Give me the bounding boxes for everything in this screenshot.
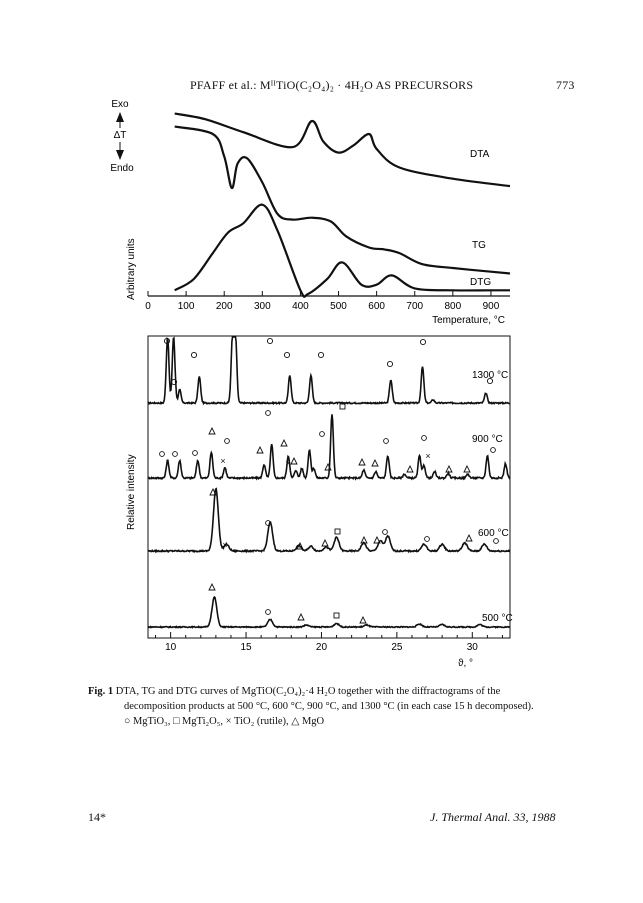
thermal-analysis-plot bbox=[110, 99, 510, 326]
phase-markers bbox=[160, 338, 499, 623]
temperature-tick-label: 900 bbox=[482, 301, 500, 312]
dta-curve-label: DTA bbox=[470, 149, 490, 160]
temperature-tick-label: 300 bbox=[253, 301, 271, 312]
temperature-tick-label: 100 bbox=[177, 301, 195, 312]
figure-caption bbox=[88, 684, 558, 729]
angle-ticks bbox=[156, 632, 503, 653]
footer-journal-reference: J. Thermal Anal. 33, 1988 bbox=[430, 810, 556, 824]
xrd-plot bbox=[126, 336, 513, 669]
svg-text:×: × bbox=[285, 458, 291, 468]
angle-tick-label: 30 bbox=[466, 642, 478, 653]
angle-tick-label: 25 bbox=[391, 642, 403, 653]
caption-line-1: DTA, TG and DTG curves of MgTiO(C₂O₄)₂·4 H₂O together with the diffractograms of the bbox=[115, 686, 501, 697]
delta-t-label: ΔT bbox=[113, 130, 127, 141]
dtg-curve-label: DTG bbox=[470, 277, 492, 288]
caption-legend: ○ MgTiO₃, □ MgTi₂O₅, × TiO₂ (rutile), △ MgO bbox=[124, 716, 325, 727]
exo-endo-indicator bbox=[110, 99, 134, 174]
angle-tick-label: 20 bbox=[315, 642, 328, 653]
page-number: 773 bbox=[556, 78, 575, 92]
xrd-frame bbox=[148, 336, 510, 638]
dtg-curve bbox=[175, 205, 510, 297]
temperature-tick-label: 400 bbox=[292, 301, 309, 312]
caption-label: Fig. 1 bbox=[88, 686, 114, 697]
rutile-markers-900 bbox=[220, 451, 430, 468]
temperature-tick-label: 800 bbox=[444, 301, 462, 312]
tg-curve-label: TG bbox=[472, 240, 486, 251]
arrow-down-icon bbox=[116, 150, 124, 160]
markers-1300 bbox=[164, 338, 492, 384]
caption-line-2: decomposition products at 500 °C, 600 °C, 900 °C, and 1300 °C (in each case 15 h decomposed). bbox=[124, 701, 534, 712]
markers-500 bbox=[209, 584, 366, 623]
y-axis-label-arbitrary: Arbitrary units bbox=[126, 238, 137, 300]
exo-label: Exo bbox=[111, 99, 129, 110]
angle-tick-label: 15 bbox=[240, 642, 252, 653]
endo-label: Endo bbox=[110, 163, 134, 174]
svg-text:×: × bbox=[222, 540, 228, 550]
rutile-markers-600 bbox=[222, 540, 227, 550]
diffractogram-1300 bbox=[148, 337, 510, 404]
tg-curve bbox=[175, 127, 510, 274]
diffractogram-900 bbox=[148, 414, 510, 479]
y-axis-label-relative-intensity: Relative intensity bbox=[126, 454, 137, 530]
diffractogram-500 bbox=[148, 597, 510, 628]
label-900c: 900 °C bbox=[472, 434, 503, 445]
temperature-tick-label: 0 bbox=[145, 301, 151, 312]
temperature-ticks bbox=[145, 291, 500, 312]
angle-tick-label: 10 bbox=[165, 642, 177, 653]
x-axis-label-temperature: Temperature, °C bbox=[432, 315, 505, 326]
temperature-tick-label: 600 bbox=[368, 301, 385, 312]
svg-text:×: × bbox=[220, 456, 226, 466]
temperature-tick-label: 500 bbox=[330, 301, 347, 312]
x-axis-label-angle: ϑ, ° bbox=[458, 658, 474, 669]
label-500c: 500 °C bbox=[482, 613, 513, 624]
diffractogram-600 bbox=[148, 489, 510, 552]
temperature-tick-label: 200 bbox=[215, 301, 233, 312]
footer-sheet-number: 14* bbox=[88, 810, 106, 824]
label-1300c: 1300 °C bbox=[472, 370, 509, 381]
running-header-title: PFAFF et al.: MᴵᴵTiO(C₂O₄)₂ · 4H₂O AS PRECURSORS bbox=[190, 78, 474, 92]
markers-600 bbox=[210, 489, 498, 549]
svg-text:×: × bbox=[425, 451, 431, 461]
temperature-tick-label: 700 bbox=[406, 301, 424, 312]
label-600c: 600 °C bbox=[478, 528, 509, 539]
dta-curve bbox=[175, 114, 510, 187]
